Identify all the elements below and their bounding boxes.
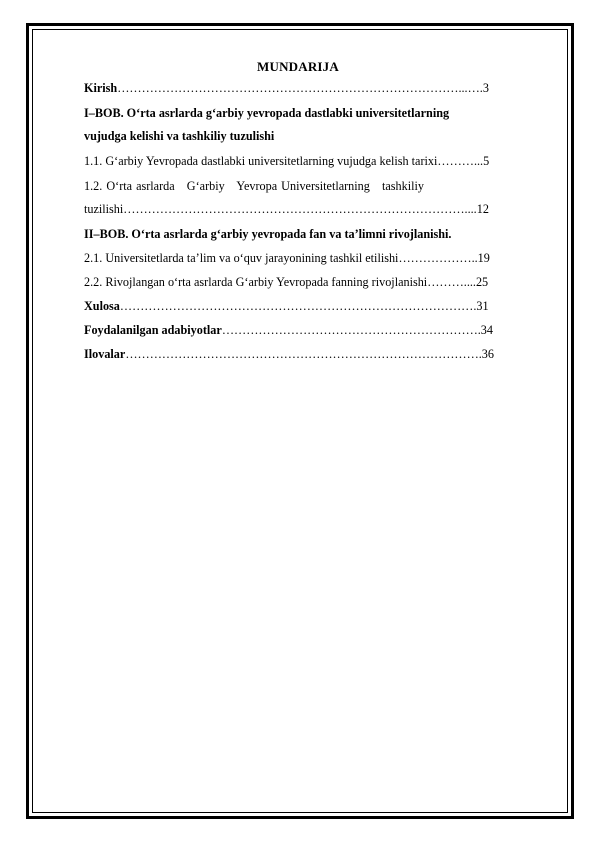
toc-entry-leader: ……………….. — [398, 251, 478, 265]
toc-entry-text: 2.2. Rivojlangan o‘rta asrlarda G‘arbiy Yevropada fanning rivojlanishi — [84, 275, 428, 289]
toc-entry-page: 31 — [476, 299, 489, 313]
toc-entry-page: 5 — [483, 154, 490, 168]
toc-entry-leader: ………... — [437, 154, 484, 168]
toc-entry-leader: ………………………………………………………. — [221, 323, 481, 337]
toc-entry-page: 3 — [482, 81, 489, 95]
toc-entry-page: 19 — [477, 251, 490, 265]
toc-entry-kirish — [84, 80, 550, 96]
toc-title: MUNDARIJA — [257, 59, 339, 74]
toc-chapter-2 — [84, 226, 550, 242]
page-border-inner — [32, 29, 568, 813]
toc-entry-leader: ……………………………………………………………………………. — [119, 299, 477, 313]
toc-entry-text: 2.1. Universitetlarda ta’lim va o‘quv jarayonining tashkil etilishi — [84, 251, 399, 265]
toc-entry-text: II–BOB. O‘rta asrlarda g‘arbiy yevropada fan va ta’limni rivojlanishi. — [84, 227, 452, 241]
toc-entry-xulosa — [84, 298, 550, 314]
toc-entry-text: Xulosa — [84, 299, 120, 313]
toc-chapter-1-line-2 — [84, 128, 550, 144]
toc-entry-page: 12 — [476, 202, 489, 216]
toc-entry-2-1 — [84, 250, 550, 266]
toc-entry-text: Ilovalar — [84, 347, 126, 361]
toc-entry-leader: ……………………………………………………………………………. — [125, 347, 482, 361]
toc-entry-text: vujudga kelishi va tashkiliy tuzulishi — [84, 129, 275, 143]
toc-entry-text: tuzilishi — [84, 202, 124, 216]
toc-entry-2-2 — [84, 274, 550, 290]
toc-entry-page: 34 — [480, 323, 493, 337]
toc-entry-1-2-line-2 — [84, 201, 550, 217]
toc-entry-page: 36 — [481, 347, 494, 361]
toc-entry-ilovalar — [84, 346, 550, 362]
toc-entry-page: 25 — [475, 275, 489, 289]
toc-entry-leader: …………………………………………………………………………...…. — [117, 81, 483, 95]
toc-entry-text: 1.1. G‘arbiy Yevropada dastlabki universitetlarning vujudga kelish tarixi — [84, 154, 438, 168]
toc-entry-text: Kirish — [84, 81, 118, 95]
toc-entry-text: Foydalanilgan adabiyotlar — [84, 323, 222, 337]
toc-entry-text: 1.2. O‘rta asrlarda G‘arbiy Yevropa Universitetlarning tashkiliy — [84, 179, 424, 193]
toc-entry-adabiyotlar — [84, 322, 550, 338]
toc-entry-text: I–BOB. O‘rta asrlarda g‘arbiy yevropada dastlabki universitetlarning — [84, 106, 450, 120]
toc-entry-1-1 — [84, 153, 550, 169]
toc-chapter-1-line-1 — [84, 105, 550, 121]
toc-entry-leader: ………………………………………………………………………….... — [123, 202, 477, 216]
toc-entry-leader: ……….... — [427, 275, 476, 289]
toc-entry-1-2-line-1 — [84, 178, 550, 194]
